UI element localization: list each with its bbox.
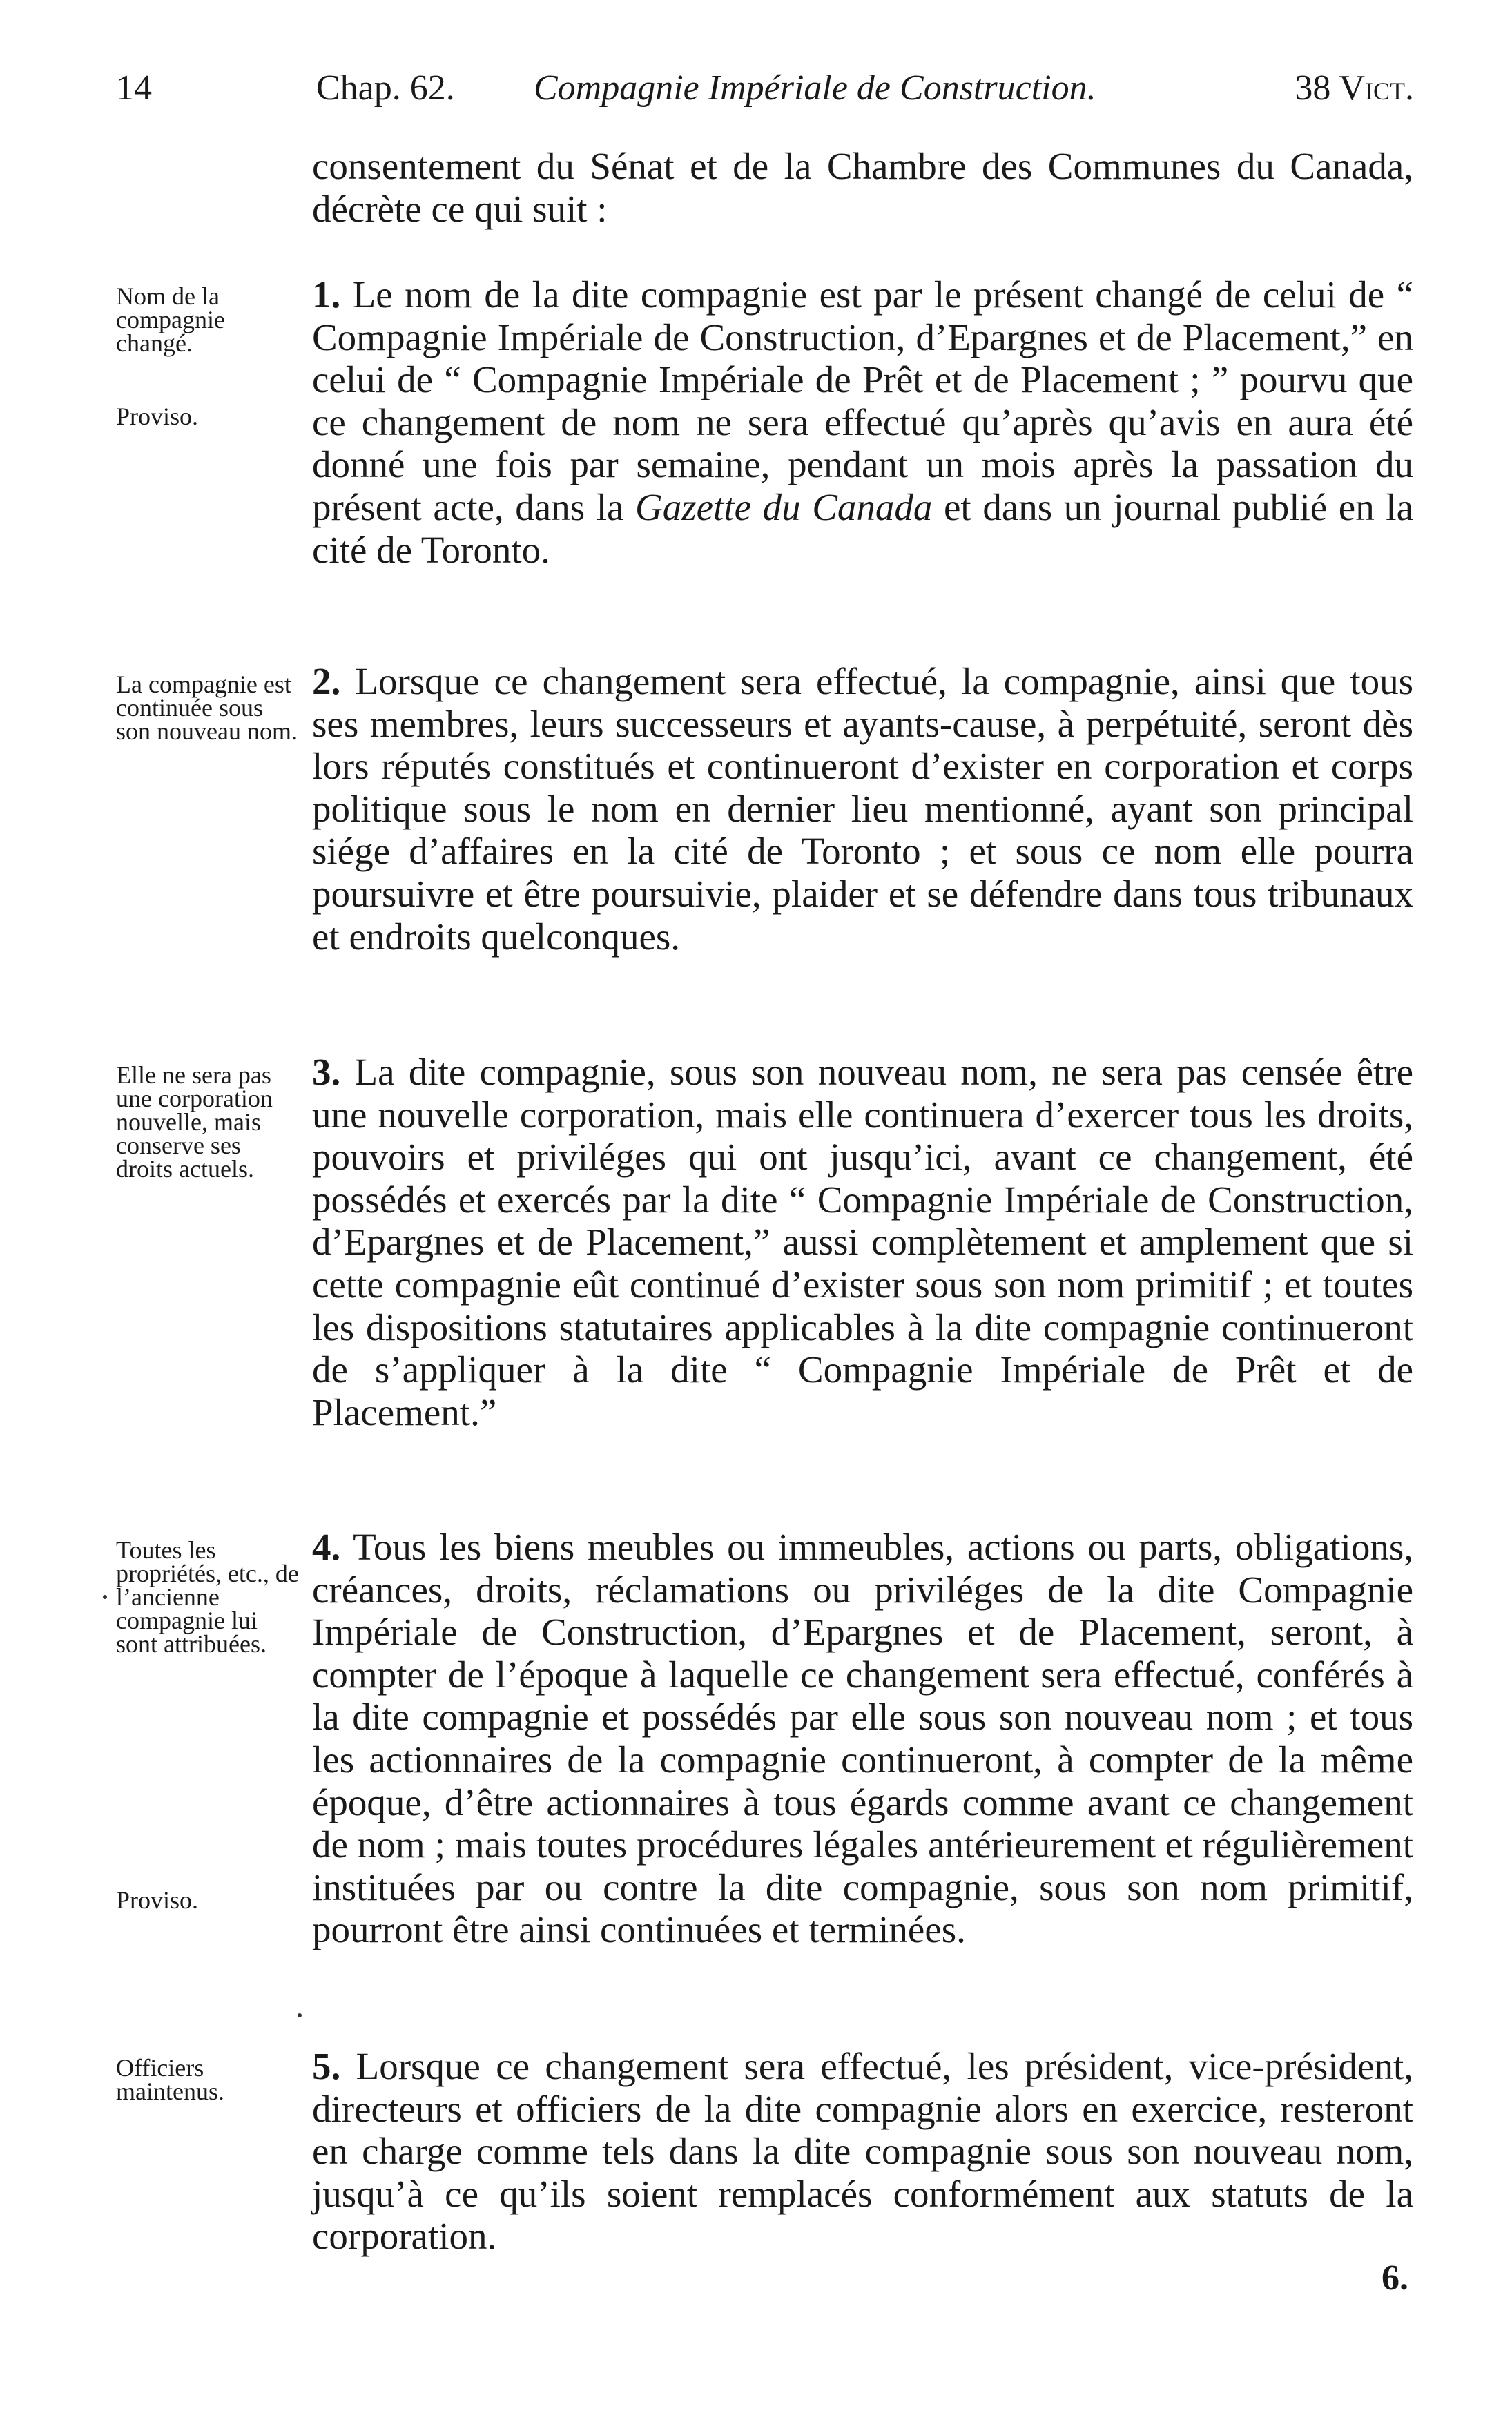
section-4-number: 4. (312, 1526, 341, 1568)
regnal-year: 38 Vict. (1295, 68, 1414, 108)
section-2-paragraph (312, 660, 1413, 958)
section-1-text-b: et dans un journal publié en la cité de Toronto. (312, 485, 1414, 571)
chapter-label: Chap. 62. (316, 68, 455, 108)
section-5-paragraph (312, 2045, 1413, 2258)
catchword: 6. (1382, 2258, 1408, 2298)
section-2-text: Lorsque ce changement sera effectué, la compagnie, ainsi que tous ses membres, leurs successeurs et ayants-cause, à perpétuité, seront dès lors réputés constitués et continueront d’exister en corporation et corps politique sous le nom en dernier lieu mentionné, ayant son principal siége d’affaires en la cité de Toronto ; et sous ce nom elle pourra poursuivre et être poursuivie, plaider et se défendre dans tous tribunaux et endroits quelconques. (312, 660, 1413, 958)
section-5-number: 5. (312, 2045, 341, 2087)
margin-note-4: Toutes les propriétés, etc., de l’ancienne compagnie lui sont attribuées. (116, 1536, 299, 1658)
margin-note-3: Elle ne sera pas une corporation nouvelle, mais conserve ses droits actuels. (116, 1061, 273, 1183)
section-1-number: 1. (312, 273, 341, 316)
section-3-text: La dite compagnie, sous son nouveau nom, ne sera pas censée être une nouvelle corporation, mais elle continuera d’exercer tous les droits, pouvoirs et priviléges qui ont jusqu’ici, avant ce changement, été possédés et exercés par la dite “ Compagnie Impériale de Construction, d’Epargnes et de Placement,” aussi complètement et amplement que si cette compagnie eût continué d’exister sous son nom primitif ; et toutes les dispositions statutaires applicables à la dite compagnie continueront de s’appliquer à la dite “ Compagnie Impériale de Prêt et de Placement.” (312, 1051, 1413, 1433)
margin-note-1-proviso: Proviso. (116, 403, 199, 430)
section-1-paragraph (312, 273, 1413, 571)
section-5-text: Lorsque ce changement sera effectué, les président, vice-président, directeurs et officiers de la dite compagnie alors en exercice, resteront en charge comme tels dans la dite compagnie sous son nouveau nom, jusqu’à ce qu’ils soient remplacés conformément aux statuts de la corporation. (312, 2045, 1413, 2258)
print-speck-1 (103, 1595, 107, 1599)
section-4-paragraph (312, 1526, 1413, 1951)
margin-note-5: Officiers maintenus. (116, 2054, 224, 2105)
running-title: Compagnie Impériale de Construction. (534, 68, 1096, 108)
page-header (116, 61, 1414, 116)
section-2-number: 2. (312, 660, 341, 702)
section-3-paragraph (312, 1051, 1413, 1433)
margin-note-4-proviso: Proviso. (116, 1886, 199, 1914)
print-speck-2 (298, 2013, 302, 2017)
section-4-text: Tous les biens meubles ou immeubles, actions ou parts, obligations, créances, droits, réclamations ou priviléges de la dite Compagnie Impériale de Construction, d’Epargnes et de Placement, seront, à compter de l’époque à laquelle ce changement sera effectué, conférés à la dite compagnie et possédés par elle sous son nouveau nom ; et tous les actionnaires de la compagnie continueront, à compter de la même époque, d’être actionnaires à tous égards comme avant ce changement de nom ; mais toutes procédures légales antérieurement et régulièrement instituées par ou contre la dite compagnie, sous son nom primitif, pourront être ainsi continuées et terminées. (312, 1526, 1413, 1951)
margin-note-1: Nom de la compagnie changé. (116, 282, 225, 357)
page-number: 14 (116, 68, 152, 108)
margin-note-2: La compagnie est continuée sous son nouveau nom. (116, 670, 298, 745)
section-3-number: 3. (312, 1051, 341, 1093)
gazette-title: Gazette du Canada (635, 485, 933, 528)
preamble-paragraph: consentement du Sénat et de la Chambre des Communes du Canada, décrète ce qui suit : (312, 145, 1413, 230)
section-1-text-a: Le nom de la dite compagnie est par le présent changé de celui de “ Compagnie Impériale de Construction, d’Epargnes et de Placement,” en celui de “ Compagnie Impériale de Prêt et de Placement ; ” pourvu que ce changement de nom ne sera effectué qu’après qu’avis en aura été donné une fois par semaine, pendant un mois après la passation du présent acte, dans la (312, 273, 1413, 528)
